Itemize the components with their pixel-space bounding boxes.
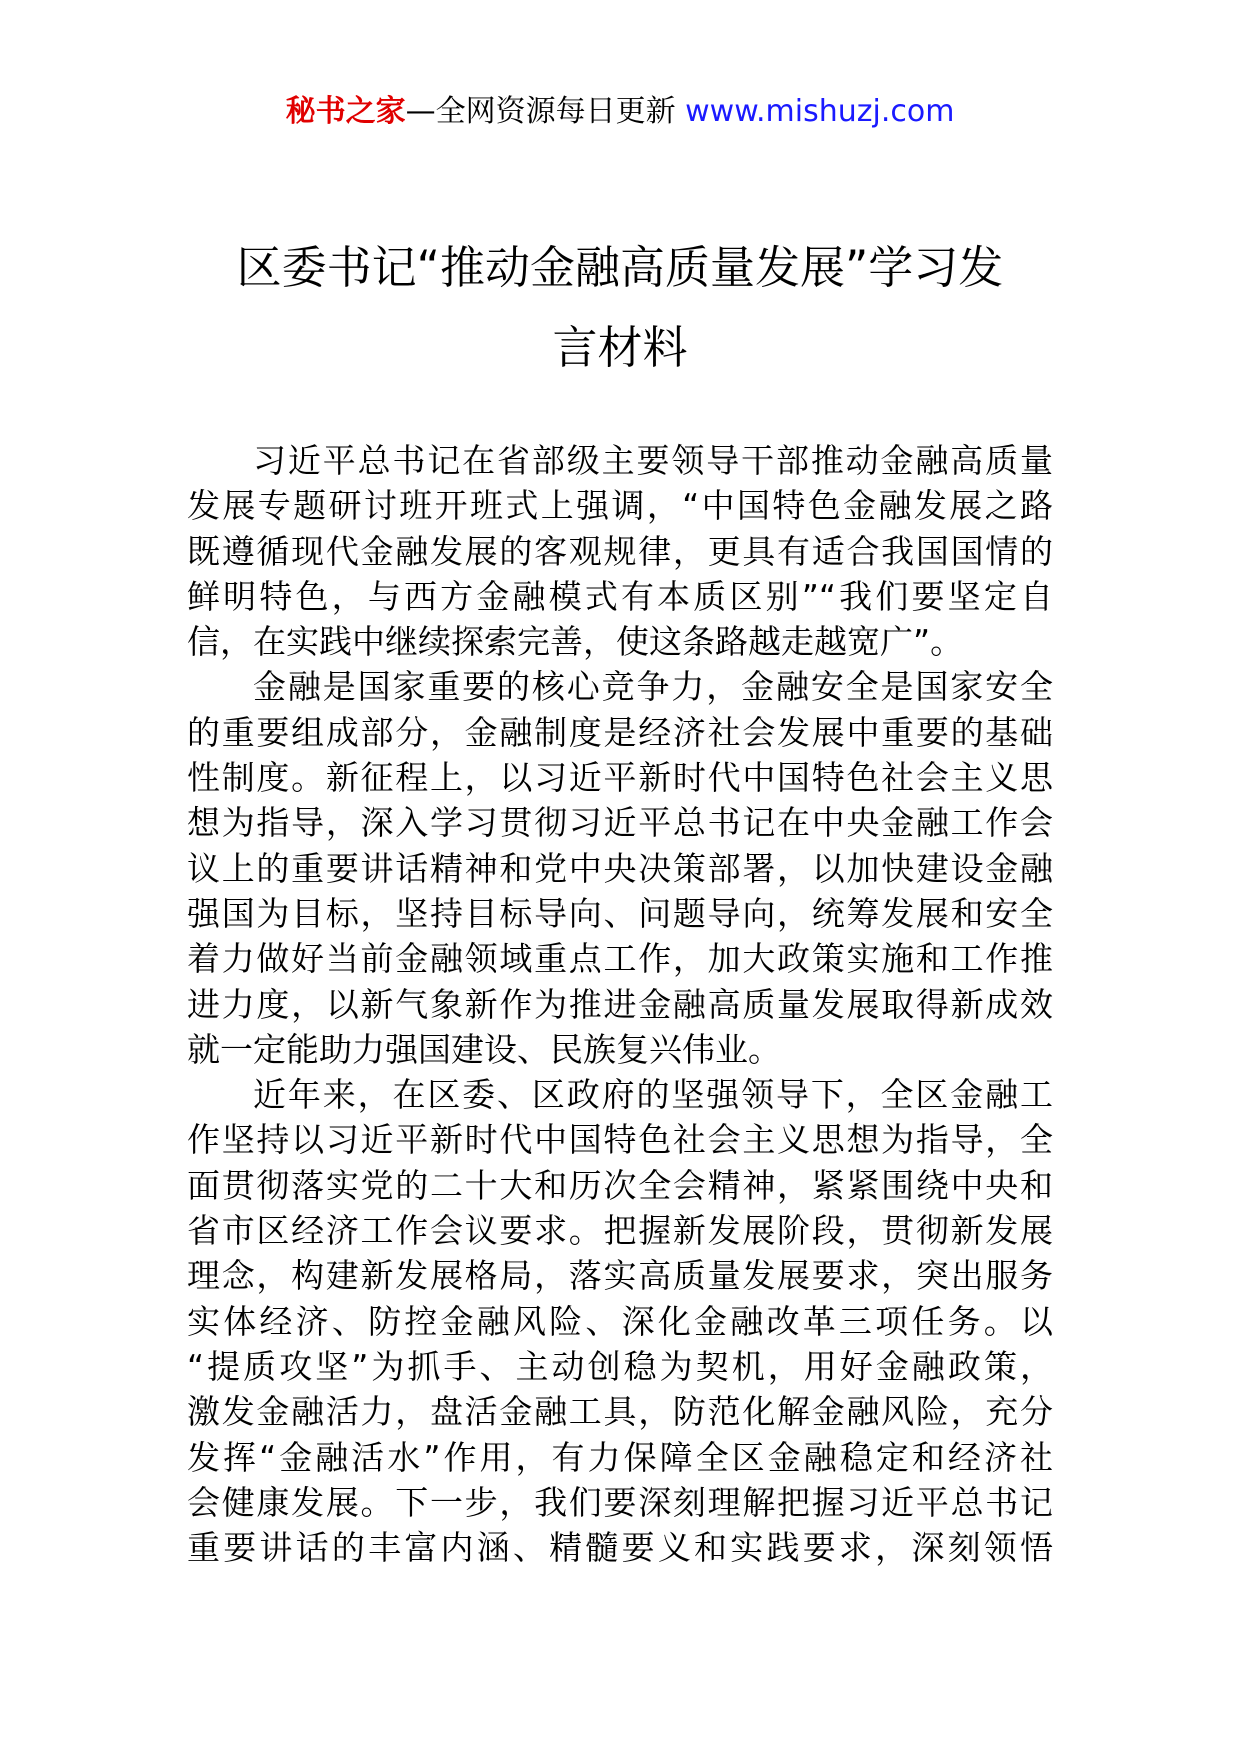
site-url-link[interactable]: www.mishuzj.com [685,94,955,129]
text-line: 实体经济、防控金融风险、深化金融改革三项任务。以 [187,1301,1053,1341]
text-line: 会健康发展。下一步，我们要深刻理解把握习近平总书记 [187,1482,1053,1522]
text-line: 发挥“金融活水”作用，有力保障全区金融稳定和经济社 [187,1437,1053,1477]
text-line: 习近平总书记在省部级主要领导干部推动金融高质量 [253,441,1053,480]
text-line: 近年来，在区委、区政府的坚强领导下，全区金融工 [253,1075,1053,1115]
text-line: 性制度。新征程上，以习近平新时代中国特色社会主义思 [187,758,1053,798]
text-line: 强国为目标，坚持目标导向、问题导向，统筹发展和安全 [187,893,1053,933]
text-line: 发展专题研讨班开班式上强调，“中国特色金融发展之路 [187,486,1053,526]
text-line: 议上的重要讲话精神和党中央决策部署，以加快建设金融 [187,848,1053,888]
paragraph [187,1072,1053,1570]
text-line: 鲜明特色，与西方金融模式有本质区别”“我们要坚定自 [187,576,1053,616]
text-line: “提质攻坚”为抓手、主动创稳为契机，用好金融政策， [187,1346,1053,1386]
title-line: 言材料 [552,321,688,374]
text-line: 金融是国家重要的核心竞争力，金融安全是国家安全 [253,667,1053,707]
text-line: 信，在实践中继续探索完善，使这条路越走越宽广”。 [187,622,964,662]
text-line: 既遵循现代金融发展的客观规律，更具有适合我国国情的 [187,531,1053,571]
text-line: 重要讲话的丰富内涵、精髓要义和实践要求，深刻领悟 [187,1528,1053,1568]
site-header [0,92,1240,132]
paragraph [187,664,1053,1072]
text-line: 激发金融活力，盘活金融工具，防范化解金融风险，充分 [187,1392,1053,1432]
text-line: 进力度，以新气象新作为推进金融高质量发展取得新成效 [187,984,1053,1024]
document-body [187,438,1053,1570]
document-title [180,228,1060,388]
text-line: 就一定能助力强国建设、民族复兴伟业。 [187,1029,781,1069]
text-line: 作坚持以习近平新时代中国特色社会主义思想为指导，全 [187,1120,1053,1160]
site-brand: 秘书之家 [285,94,406,129]
text-line: 面贯彻落实党的二十大和历次全会精神，紧紧围绕中央和 [187,1165,1053,1205]
title-line: 区委书记“推动金融高质量发展”学习发 [236,241,1004,294]
text-line: 着力做好当前金融领域重点工作，加大政策实施和工作推 [187,939,1053,979]
site-tagline: —全网资源每日更新 [405,94,676,129]
text-line: 的重要组成部分，金融制度是经济社会发展中重要的基础 [187,712,1053,752]
text-line: 省市区经济工作会议要求。把握新发展阶段，贯彻新发展 [187,1211,1053,1251]
text-line: 理念，构建新发展格局，落实高质量发展要求，突出服务 [187,1256,1053,1296]
paragraph [187,438,1053,664]
text-line: 想为指导，深入学习贯彻习近平总书记在中央金融工作会 [187,803,1053,843]
